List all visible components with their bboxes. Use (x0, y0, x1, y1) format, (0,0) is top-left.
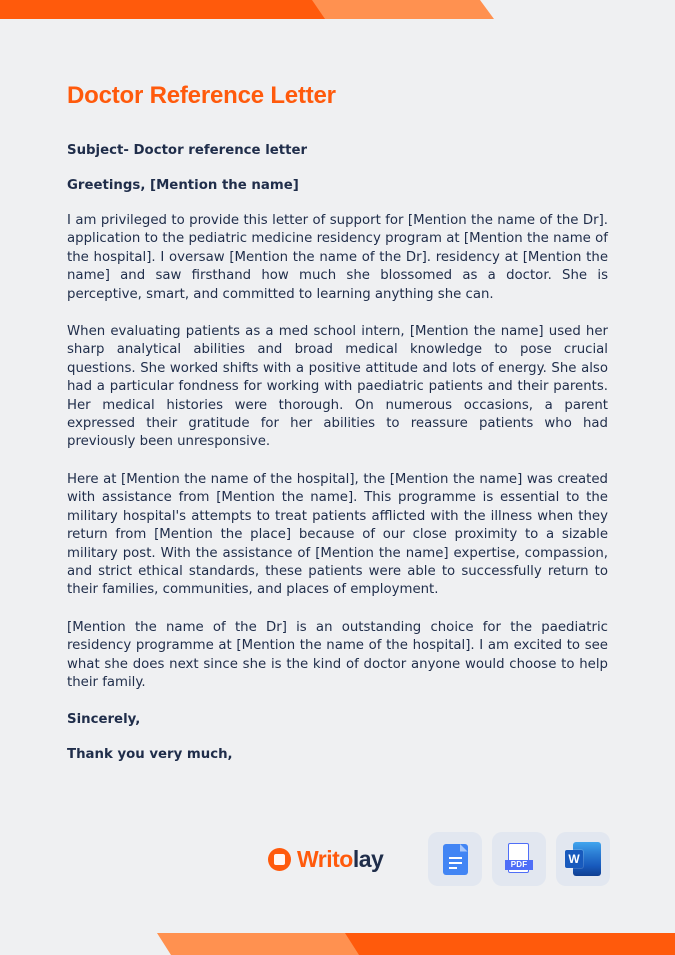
closing-line: Thank you very much, (67, 747, 233, 763)
paragraph-1: I am privileged to provide this letter of support for [Mention the name of the Dr]. application to the pediatric medicine residency program at [Mention the name of the hospital]. I oversaw [Mention the name of the Dr]. residency at [Mention the name] and saw firsthand how much she blossomed as a doctor. She is perceptive, smart, and committed to learning anything she can. (67, 213, 608, 302)
doc-line-1 (449, 857, 462, 859)
paragraph-2: When evaluating patients as a med school intern, [Mention the name] used her sharp analytical abilities and broad medical knowledge to pose crucial questions. She worked shifts with a positive attitude and lots of energy. She also had a particular fondness for working with paediatric patients and their parents. Her medical histories were thorough. On numerous occasions, a parent expressed their gratitude for her abilities to reassure patients who had previously been unresponsive. (67, 324, 608, 450)
footer-brand-bar (268, 832, 608, 888)
pdf-icon (492, 832, 546, 886)
bottom-decorative-bar-primary (345, 933, 675, 955)
microsoft-word-glyph (565, 842, 601, 876)
sign-off: Sincerely, (67, 712, 141, 728)
letter-body (67, 80, 608, 781)
paragraph-3: Here at [Mention the name of the hospital], the [Mention the name] was created with assistance from [Mention the name]. This programme is essential to the military hospital's attempts to treat patients afflicted with the illness when they return from [Mention the place] because of our close proximity to a sizable military post. With the assistance of [Mention the name] expertise, compassion, and strict ethical standards, these patients were able to successfully return to their families, communities, and places of employment. (67, 471, 608, 598)
document-title: Doctor Reference Letter (67, 82, 336, 109)
top-decorative-bar-primary (0, 0, 325, 19)
doc-line-2 (449, 862, 462, 864)
pdf-label: PDF (505, 860, 533, 870)
paragraph-4: [Mention the name of the Dr] is an outstanding choice for the paediatric residency programme at [Mention the name of the hospital]. I am excited to see what she does next since she is the kind of doctor anyone would choose to help their family. (67, 619, 608, 690)
bottom-decorative-bar-secondary (157, 933, 365, 955)
word-letter: W (565, 850, 583, 868)
brand-logo (268, 844, 383, 874)
pdf-glyph (505, 843, 533, 875)
subject-line: Subject- Doctor reference letter (67, 143, 308, 158)
greeting-line: Greetings, [Mention the name] (67, 178, 299, 193)
microsoft-word-icon (556, 832, 610, 886)
writolay-logo-icon (268, 848, 291, 871)
google-docs-icon (428, 832, 482, 886)
google-docs-lines (449, 857, 462, 869)
google-docs-glyph (443, 844, 468, 875)
top-decorative-bar-secondary (312, 0, 494, 19)
brand-name (297, 844, 383, 874)
brand-name-part-1: Writo (297, 846, 353, 872)
doc-line-3 (449, 867, 457, 869)
brand-name-part-2: lay (352, 846, 384, 872)
